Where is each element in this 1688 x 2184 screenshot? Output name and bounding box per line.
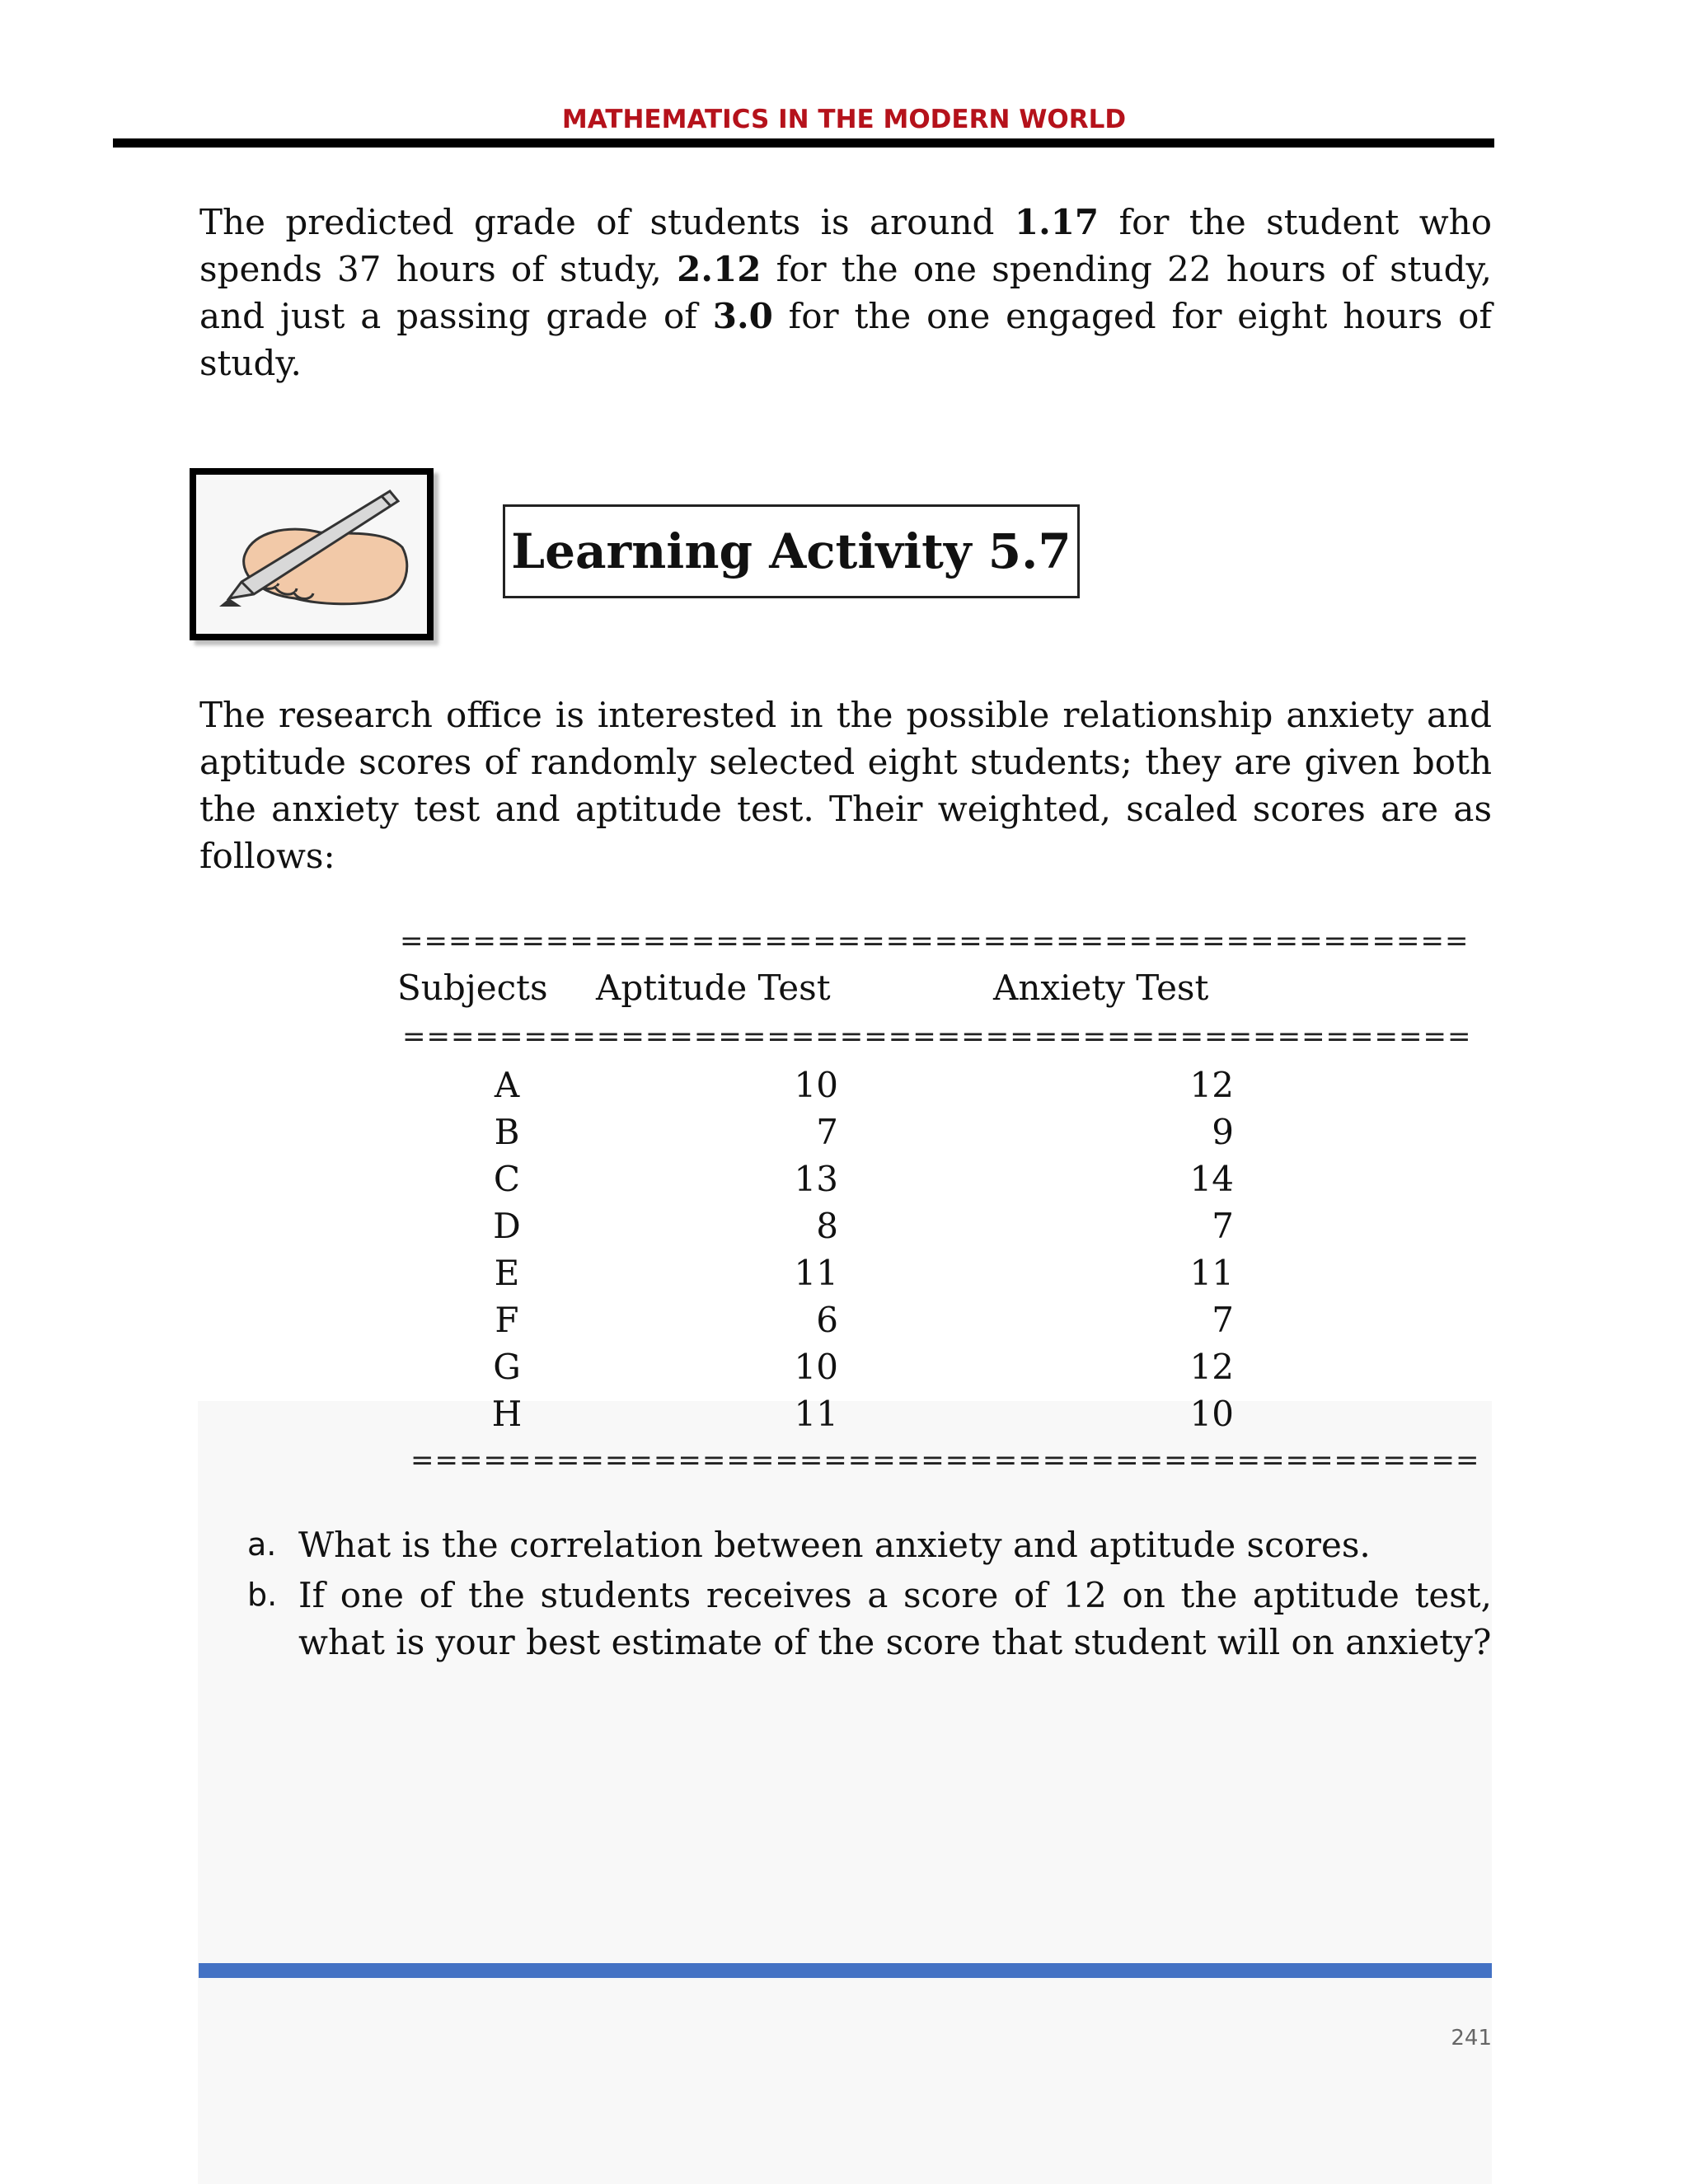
question-label: b. — [247, 1577, 278, 1613]
cell-aptitude: 6 — [816, 1300, 838, 1340]
cell-aptitude: 8 — [816, 1206, 838, 1246]
question-text: If one of the students receives a score of 12 on the aptitude test, what is your best estimate of the score that student will on anxiety? — [298, 1575, 1492, 1662]
column-header-anxiety: Anxiety Test — [993, 968, 1209, 1008]
table-rule-top: ============================================ — [400, 925, 1470, 958]
table-row — [0, 1062, 1688, 1108]
cell-aptitude: 7 — [816, 1112, 838, 1152]
description-paragraph: The research office is interested in the possible relationship anxiety and aptitude scores of randomly selected eight students; they are given both the anxiety test and aptitude test. Their weighted, scaled scores are as follows: — [199, 695, 1492, 876]
table-row — [0, 1343, 1688, 1390]
cell-aptitude: 10 — [794, 1065, 838, 1105]
cell-aptitude: 11 — [794, 1394, 838, 1434]
table-row — [0, 1296, 1688, 1343]
cell-anxiety: 7 — [1212, 1206, 1234, 1246]
list-item — [199, 1572, 1492, 1666]
cell-subject: D — [493, 1206, 521, 1246]
cell-anxiety: 10 — [1189, 1394, 1234, 1434]
cell-subject: E — [494, 1253, 520, 1293]
table-row — [0, 1390, 1688, 1437]
grade-value-3: 3.0 — [712, 296, 773, 336]
cell-subject: G — [493, 1347, 521, 1387]
page-background-shade — [198, 1401, 1492, 2184]
column-header-aptitude: Aptitude Test — [596, 968, 831, 1008]
table-row — [0, 1249, 1688, 1296]
cell-subject: B — [494, 1112, 520, 1152]
intro-text-4: for the one engaged for eight hours of study. — [199, 296, 1492, 383]
question-label: a. — [247, 1526, 277, 1563]
table-rule-bottom: ============================================ — [410, 1444, 1480, 1477]
cell-anxiety: 12 — [1189, 1347, 1234, 1387]
intro-text-3: for the one spending 22 hours of study, and just a passing grade of — [199, 249, 1492, 336]
table-row — [0, 1155, 1688, 1202]
page-number: 241 — [1451, 2026, 1492, 2050]
intro-paragraph — [199, 199, 1492, 387]
learning-activity-title-box — [503, 504, 1080, 598]
cell-anxiety: 14 — [1189, 1159, 1234, 1199]
table-row — [0, 1108, 1688, 1155]
footer-bar — [199, 1963, 1492, 1978]
cell-subject: H — [491, 1394, 523, 1434]
cell-anxiety: 9 — [1212, 1112, 1234, 1152]
table-rule-middle: ============================================ — [402, 1020, 1472, 1053]
score-table-body — [0, 1062, 1688, 1437]
cell-anxiety: 7 — [1212, 1300, 1234, 1340]
cell-anxiety: 12 — [1189, 1065, 1234, 1105]
cell-subject: F — [495, 1300, 519, 1340]
cell-aptitude: 11 — [794, 1253, 838, 1293]
question-text: What is the correlation between anxiety and aptitude scores. — [298, 1525, 1371, 1565]
table-row — [0, 1202, 1688, 1249]
cell-aptitude: 13 — [794, 1159, 838, 1199]
intro-text-2: for the student who spends 37 hours of study, — [199, 202, 1492, 289]
question-list — [199, 1521, 1492, 1669]
cell-aptitude: 10 — [794, 1347, 838, 1387]
grade-value-2: 2.12 — [677, 249, 762, 289]
hand-writing-pencil-icon — [190, 468, 434, 640]
cell-subject: A — [494, 1065, 520, 1105]
list-item — [199, 1521, 1492, 1568]
learning-activity-title: Learning Activity 5.7 — [511, 523, 1071, 579]
intro-text-1: The predicted grade of students is around — [199, 202, 1015, 242]
header-rule — [113, 138, 1494, 148]
running-header-title: MATHEMATICS IN THE MODERN WORLD — [561, 105, 1127, 134]
grade-value-1: 1.17 — [1014, 202, 1100, 242]
column-header-subjects: Subjects — [397, 968, 548, 1008]
cell-subject: C — [493, 1159, 521, 1199]
cell-anxiety: 11 — [1189, 1253, 1234, 1293]
